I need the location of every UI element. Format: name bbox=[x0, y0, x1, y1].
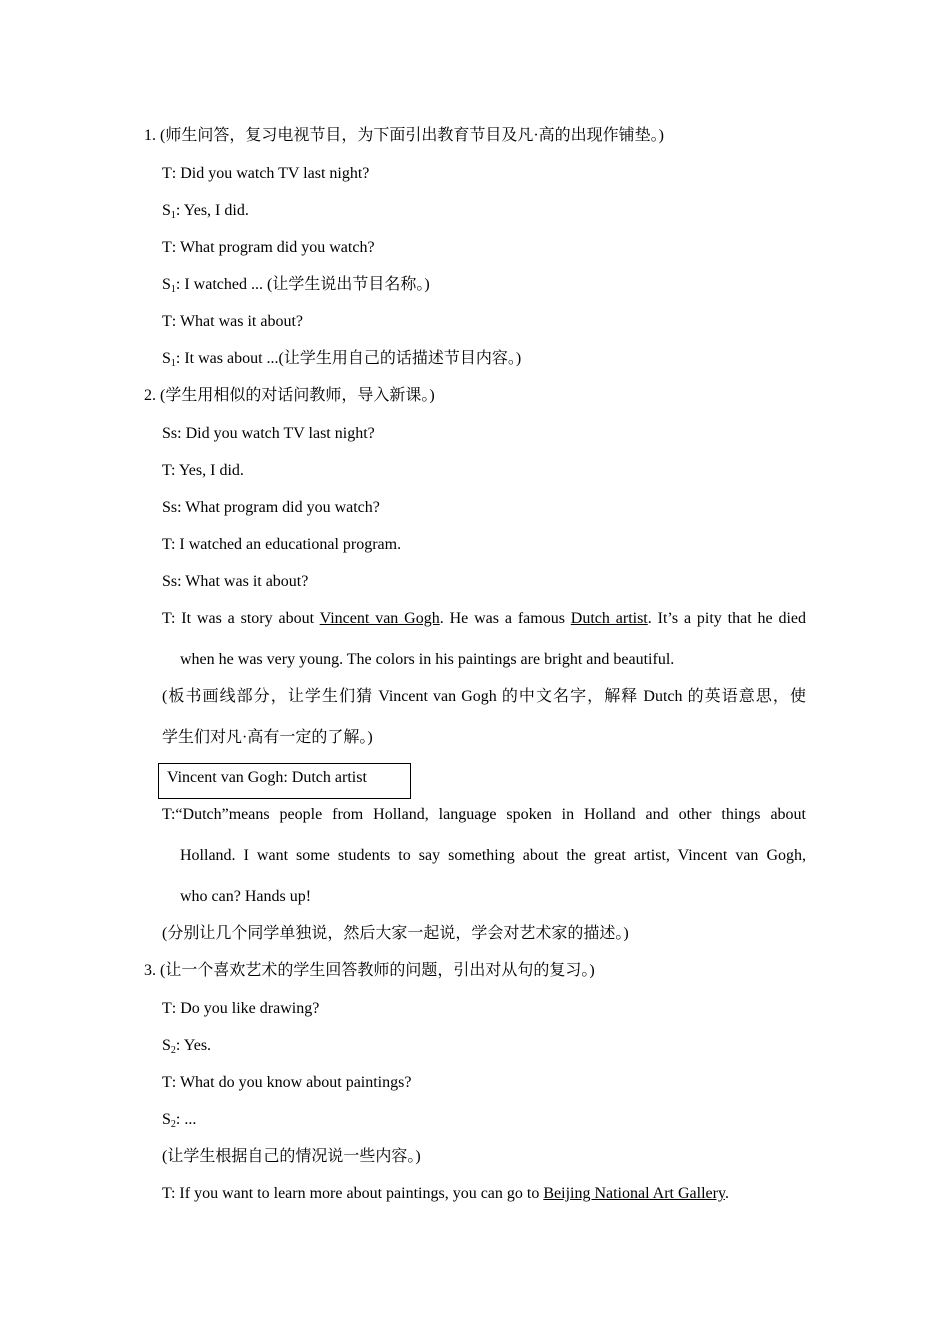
board-note-line-2: 学生们对凡·高有一定的了解。) bbox=[162, 729, 373, 746]
dialogue-line: T: Yes, I did. bbox=[162, 462, 244, 479]
teacher-note: (分别让几个同学单独说，然后大家一起说，学会对艺术家的描述。) bbox=[162, 925, 629, 942]
dialogue-line: T: I watched an educational program. bbox=[162, 536, 402, 553]
section-2-heading bbox=[144, 386, 435, 406]
section-number: 1. bbox=[144, 127, 156, 144]
gallery-text: . bbox=[724, 1185, 729, 1202]
speaker: T bbox=[162, 1074, 172, 1091]
speaker: T bbox=[162, 165, 172, 182]
utterance: : I watched ... (让学生说出节目名称。) bbox=[175, 276, 430, 293]
blackboard-box bbox=[158, 763, 411, 799]
story-line-1 bbox=[162, 609, 806, 629]
section-number: 3. bbox=[144, 962, 156, 979]
story-text: . He was a famous bbox=[439, 610, 571, 627]
dialogue-line bbox=[162, 1073, 411, 1093]
utterance: : It was about ...(让学生用自己的话描述节目内容。) bbox=[175, 350, 522, 367]
story-text: . It’s a pity that he died bbox=[647, 610, 807, 627]
dialogue-line bbox=[162, 1110, 196, 1130]
dialogue-line bbox=[162, 201, 249, 221]
utterance: : Yes. bbox=[175, 1037, 212, 1054]
speaker-subscript: 2 bbox=[170, 1045, 176, 1056]
dialogue-line bbox=[162, 275, 430, 295]
dialogue-line bbox=[162, 164, 369, 184]
dialogue-line bbox=[162, 1036, 211, 1056]
gallery-line bbox=[162, 1184, 729, 1204]
dialogue-line bbox=[162, 999, 319, 1019]
underlined-place: Beijing National Art Gallery bbox=[543, 1185, 725, 1202]
dutch-explanation-2: Holland. I want some students to say something about the great artist, Vincent van Gogh, bbox=[180, 847, 806, 864]
teacher-note: (让学生根据自己的情况说一些内容。) bbox=[162, 1148, 421, 1165]
underlined-name: Vincent van Gogh bbox=[319, 610, 440, 627]
utterance: : What was it about? bbox=[171, 313, 304, 330]
speaker: S bbox=[162, 1037, 171, 1054]
teacher-note: (师生问答，复习电视节目，为下面引出教育节目及凡·高的出现作铺垫。) bbox=[160, 127, 664, 144]
utterance: : Yes, I did. bbox=[175, 202, 249, 219]
dialogue-line: Ss: Did you watch TV last night? bbox=[162, 425, 375, 442]
dialogue-line bbox=[162, 238, 375, 258]
speaker: S bbox=[162, 276, 171, 293]
board-note-line-1: (板书画线部分，让学生们猜 Vincent van Gogh 的中文名字，解释 Dutch 的英语意思，使 bbox=[162, 688, 806, 705]
story-line-2: when he was very young. The colors in his paintings are bright and beautiful. bbox=[180, 651, 675, 668]
dutch-explanation-1: T:“Dutch”means people from Holland, language spoken in Holland and other things about bbox=[162, 806, 806, 823]
speaker: S bbox=[162, 1111, 171, 1128]
speaker: T bbox=[162, 239, 172, 256]
teacher-note: (让一个喜欢艺术的学生回答教师的问题，引出对从句的复习。) bbox=[160, 962, 595, 979]
dialogue-line bbox=[162, 349, 521, 369]
story-text: T: It was a story about bbox=[162, 610, 320, 627]
section-number: 2. bbox=[144, 387, 156, 404]
utterance: : Did you watch TV last night? bbox=[171, 165, 370, 182]
speaker: T bbox=[162, 313, 172, 330]
utterance: : What do you know about paintings? bbox=[171, 1074, 412, 1091]
speaker: S bbox=[162, 350, 171, 367]
speaker-subscript: 1 bbox=[170, 358, 176, 369]
gallery-text: T: If you want to learn more about paintings, you can go to bbox=[162, 1185, 544, 1202]
dialogue-line: Ss: What program did you watch? bbox=[162, 499, 380, 516]
section-3-heading bbox=[144, 961, 595, 981]
speaker-subscript: 2 bbox=[170, 1119, 176, 1130]
speaker: S bbox=[162, 202, 171, 219]
utterance: : ... bbox=[175, 1111, 197, 1128]
utterance: : What program did you watch? bbox=[171, 239, 375, 256]
dialogue-line bbox=[162, 312, 303, 332]
section-1-heading bbox=[144, 126, 664, 146]
utterance: : Do you like drawing? bbox=[171, 1000, 320, 1017]
speaker: T bbox=[162, 1000, 172, 1017]
speaker-subscript: 1 bbox=[170, 284, 176, 295]
underlined-term: Dutch artist bbox=[570, 610, 648, 627]
teacher-note: (学生用相似的对话问教师，导入新课。) bbox=[160, 387, 435, 404]
dialogue-line: Ss: What was it about? bbox=[162, 573, 309, 590]
dutch-explanation-3: who can? Hands up! bbox=[180, 888, 312, 905]
blackboard-text: Vincent van Gogh: Dutch artist bbox=[167, 769, 367, 786]
speaker-subscript: 1 bbox=[170, 210, 176, 221]
